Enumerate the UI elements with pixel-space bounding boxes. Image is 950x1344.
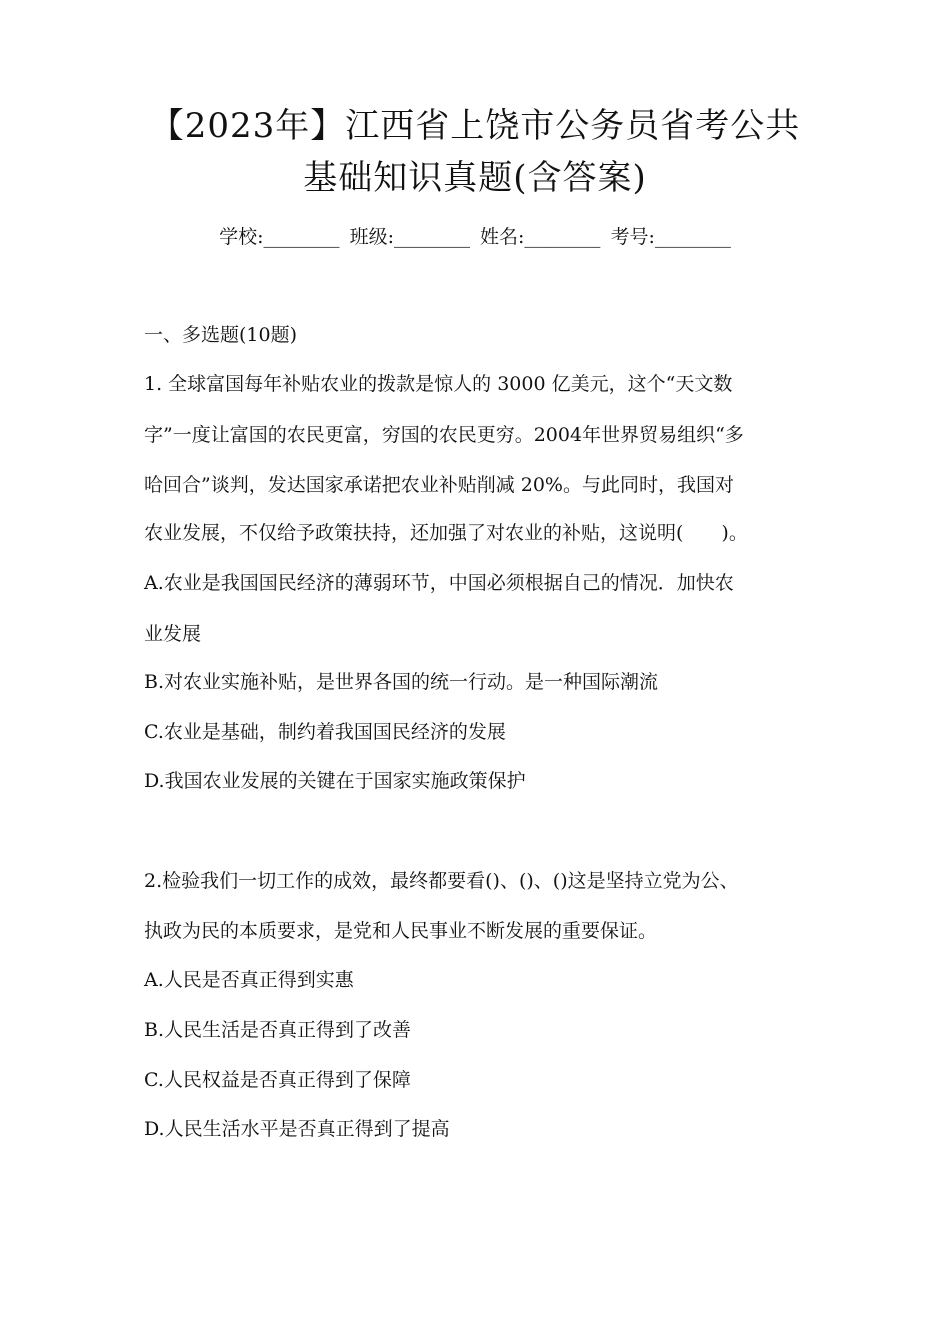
school-field: 学校:________ [219, 226, 340, 248]
document-title-line-1: 【2023年】江西省上饶市公务员省考公共 [149, 106, 801, 146]
question-1-option-a-cont: 业发展 [144, 623, 202, 645]
question-1-line-1: 1. 全球富国每年补贴农业的拨款是惊人的 3000 亿美元，这个“天文数 [144, 373, 733, 395]
question-2-option-d: D.人民生活水平是否真正得到了提高 [144, 1118, 450, 1140]
question-1-option-a: A.农业是我国国民经济的薄弱环节，中国必须根据自己的情况．加快农 [144, 572, 734, 594]
question-1-option-c: C.农业是基础，制约着我国国民经济的发展 [144, 721, 506, 743]
question-1-line-3: 哈回合”谈判，发达国家承诺把农业补贴削减 20%。与此同时，我国对 [144, 474, 734, 496]
question-1-line-2: 字”一度让富国的农民更富，穷国的农民更穷。2004年世界贸易组织“多 [144, 424, 744, 446]
student-info-row [60, 222, 890, 252]
question-2-option-c: C.人民权益是否真正得到了保障 [144, 1069, 411, 1091]
question-1-option-b: B.对农业实施补贴，是世界各国的统一行动。是一种国际潮流 [144, 671, 659, 693]
section-heading: 一、多选题(10题) [144, 324, 298, 346]
exam-number-field: 考号:________ [610, 226, 731, 248]
question-1-option-d: D.我国农业发展的关键在于国家实施政策保护 [144, 770, 526, 792]
question-2-line-1: 2.检验我们一切工作的成效，最终都要看()、()、()这是坚持立党为公、 [144, 870, 739, 892]
question-2-option-a: A.人民是否真正得到实惠 [144, 969, 354, 991]
name-field: 姓名:________ [480, 226, 601, 248]
document-title-line-2: 基础知识真题(含答案) [303, 158, 647, 198]
question-2-option-b: B.人民生活是否真正得到了改善 [144, 1019, 412, 1041]
class-field: 班级:________ [349, 226, 470, 248]
question-1-line-4: 农业发展，不仅给予政策扶持，还加强了对农业的补贴，这说明( )。 [144, 522, 748, 544]
question-2-line-2: 执政为民的本质要求，是党和人民事业不断发展的重要保证。 [144, 920, 658, 942]
